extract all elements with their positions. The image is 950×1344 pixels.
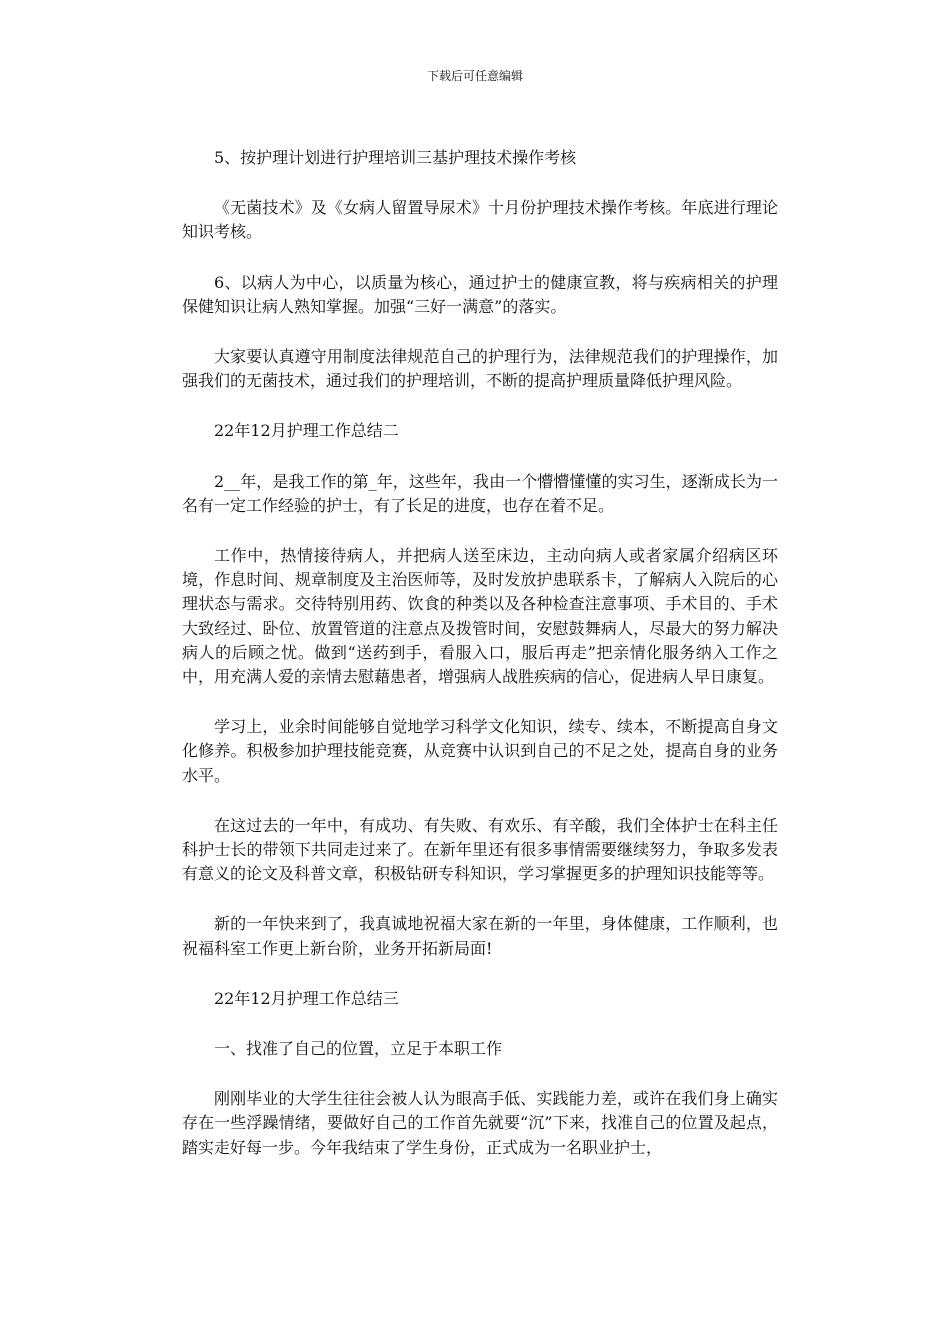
paragraph-patient-care: 工作中，热情接待病人，并把病人送至床边，主动向病人或者家属介绍病区环境，作息时间、规章制度及主治医师等，及时发放护患联系卡，了解病人入院后的心理状态与需求。交待特别用药、饮食的种类以及各种检查注意事项、手术目的、手术大致经过、卧位、放置管道的注意点及拨管时间，安慰鼓舞病人，尽最大的努力解决病人的后顾之忧。做到“送药到手，看服入口，服后再走”把亲情化服务纳入工作之中，用充满人爱的亲情去慰藉患者，增强病人战胜疾病的信心，促进病人早日康复。 xyxy=(182,546,778,687)
subsection-title-position: 一、找准了自己的位置，立足于本职工作 xyxy=(214,1039,503,1059)
document-body xyxy=(182,146,778,1186)
paragraph-legal-standards: 大家要认真遵守用制度法律规范自己的护理行为，法律规范我们的护理操作，加强我们的无菌技术，通过我们的护理培训，不断的提高护理质量降低护理风险。 xyxy=(182,347,778,391)
paragraph-past-year: 在这过去的一年中，有成功、有失败、有欢乐、有辛酸，我们全体护士在科主任科护士长的带领下共同走过来了。在新年里还有很多事情需要继续努力，争取多发表有意义的论文及科普文章，积极钻研专科知识，学习掌握更多的护理知识技能等等。 xyxy=(182,815,778,884)
paragraph-work-years: 2__年，是我工作的第_年，这些年，我由一个懵懵懂懂的实习生，逐渐成长为一名有一定工作经验的护士，有了长足的进度，也存在着不足。 xyxy=(182,471,778,515)
page-header-note: 下载后可任意编辑 xyxy=(426,69,523,83)
paragraph-study: 学习上，业余时间能够自觉地学习科学文化知识，续专、续本，不断提高自身文化修养。积极参加护理技能竞赛，从竞赛中认识到自己的不足之处，提高自身的业务水平。 xyxy=(182,717,778,785)
paragraph-item-6: 6、以病人为中心，以质量为核心，通过护士的健康宣教，将与疾病相关的护理保健知识让病人熟知掌握。加强“三好一满意”的落实。 xyxy=(182,272,778,316)
paragraph-technical-assessment: 《无菌技术》及《女病人留置导尿术》十月份护理技术操作考核。年底进行理论知识考核。 xyxy=(182,198,778,242)
paragraph-item-5-heading: 5、按护理计划进行护理培训三基护理技术操作考核 xyxy=(214,148,577,167)
section-title-summary-three: 22年12月护理工作总结三 xyxy=(214,988,399,1008)
section-title-summary-two: 22年12月护理工作总结二 xyxy=(214,421,399,441)
paragraph-new-year-wishes: 新的一年快来到了，我真诚地祝福大家在新的一年里，身体健康，工作顺利，也祝福科室工作更上新台阶，业务开拓新局面! xyxy=(182,914,778,958)
paragraph-graduates: 刚刚毕业的大学生往往会被人认为眼高手低、实践能力差，或许在我们身上确实存在一些浮躁情绪，要做好自己的工作首先就要“沉”下来，找准自己的位置及起点，踏实走好每一步。今年我结束了学生身份，正式成为一名职业护士， xyxy=(182,1089,778,1157)
